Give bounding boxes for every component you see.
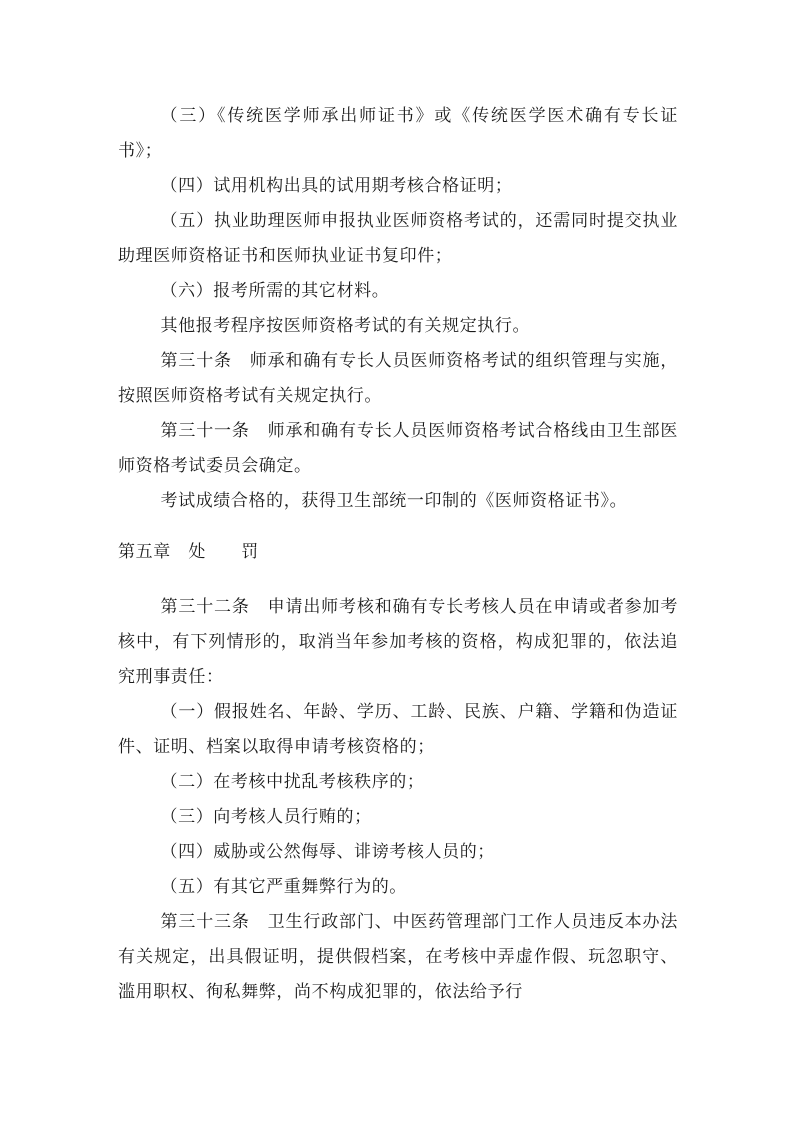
paragraph-item-4-probation-proof: （四）试用机构出具的试用期考核合格证明； [160, 176, 513, 196]
article-32: 第三十二条 申请出师考核和确有专长考核人员在申请或者参加考核中，有下列情形的，取消当年参加考核的资格，构成犯罪的，依法追究刑事责任： [118, 597, 678, 687]
paragraph-other-procedures: 其他报考程序按医师资格考试的有关规定执行。 [160, 316, 531, 336]
paragraph-item-3-certificates: （三）《传统医学师承出师证书》或《传统医学医术确有专长证书》； [118, 106, 678, 161]
body-text-block-1 [118, 99, 678, 519]
article-30: 第三十条 师承和确有专长人员医师资格考试的组织管理与实施，按照医师资格考试有关规定执行。 [118, 351, 678, 406]
paragraph-item-5-misconduct: （五）有其它严重舞弊行为的。 [160, 877, 407, 897]
paragraph-item-5-assistant-physician: （五）执业助理医师申报执业医师资格考试的，还需同时提交执业助理医师资格证书和医师执业证书复印件； [118, 211, 678, 266]
article-31: 第三十一条 师承和确有专长人员医师资格考试合格线由卫生部医师资格考试委员会确定。 [118, 421, 678, 476]
paragraph-item-3-bribery: （三）向考核人员行贿的； [160, 807, 372, 827]
paragraph-exam-qualified: 考试成绩合格的，获得卫生部统一印制的《医师资格证书》。 [160, 491, 628, 511]
body-text-block-2 [118, 590, 678, 1010]
article-33: 第三十三条 卫生行政部门、中医药管理部门工作人员违反本办法有关规定，出具假证明，提供假档案，在考核中弄虚作假、玩忽职守、滥用职权、徇私舞弊，尚不构成犯罪的，依法给予行 [118, 912, 678, 1002]
paragraph-item-2-disrupt-order: （二）在考核中扰乱考核秩序的； [160, 772, 425, 792]
paragraph-item-1-false-info: （一）假报姓名、年龄、学历、工龄、民族、户籍、学籍和伪造证件、证明、档案以取得申请考核资格的； [118, 702, 678, 757]
paragraph-item-6-other-materials: （六）报考所需的其它材料。 [160, 281, 390, 301]
chapter-5-heading: 第五章 处 罚 [118, 542, 259, 562]
paragraph-item-4-threats: （四）威胁或公然侮辱、诽谤考核人员的； [160, 842, 495, 862]
